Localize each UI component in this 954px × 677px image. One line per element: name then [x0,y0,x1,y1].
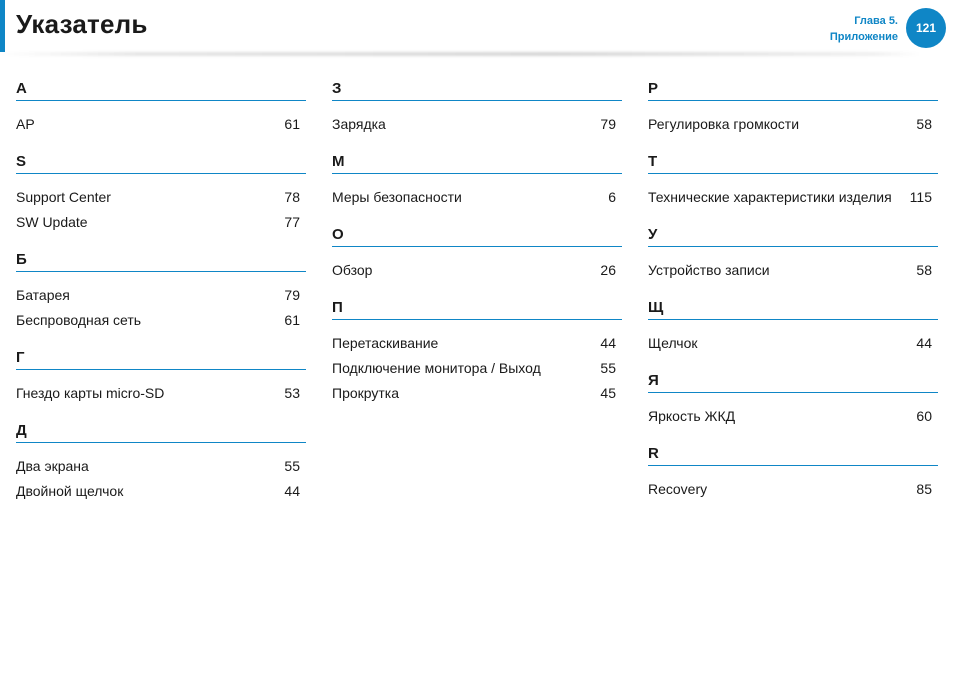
index-entry-page: 60 [916,408,932,424]
index-entry-page: 61 [284,312,300,328]
header-divider [0,52,920,56]
index-entry-term: Щелчок [648,335,698,351]
index-entry-term: Батарея [16,287,70,303]
index-entry-term: Регулировка громкости [648,116,800,132]
index-entry-list [16,174,306,245]
index-letter-heading: О [332,220,622,247]
index-entry-term: Технические характеристики изделия [648,189,892,205]
index-entry-page: 6 [608,189,616,205]
index-entry [648,112,938,137]
index-entry-term: Два экрана [16,458,89,474]
index-entry [16,308,306,333]
chapter-info [830,13,898,45]
index-entry-list [648,101,938,147]
index-entry-term: Беспроводная сеть [16,312,142,328]
index-entry-term: Меры безопасности [332,189,462,205]
index-entry-list [648,393,938,439]
index-entry-list [332,174,622,220]
index-entry-term: SW Update [16,214,88,230]
index-entry-page: 85 [916,481,932,497]
index-entry-term: Яркость ЖКД [648,408,736,424]
index-entry [648,404,938,429]
chapter-label: Глава 5. [854,15,898,27]
index-entry-list [648,247,938,293]
index-letter-heading: Я [648,366,938,393]
index-entry [648,331,938,356]
index-entry-list [332,247,622,293]
index-entry [332,356,622,381]
index-entry-term: Устройство записи [648,262,770,278]
index-entry-list [16,101,306,147]
index-entry-term: Support Center [16,189,111,205]
index-entry [332,258,622,283]
index-entry-term: Прокрутка [332,385,400,401]
index-entry-term: Гнездо карты micro-SD [16,385,165,401]
index-entry-page: 55 [600,360,616,376]
index-entry-page: 77 [284,214,300,230]
index-entry-page: 44 [916,335,932,351]
index-entry [648,258,938,283]
index-entry [648,477,938,502]
index-entry [16,185,306,210]
index-entry-term: Подключение монитора / Выход [332,360,541,376]
index-column-3 [648,74,938,512]
index-letter-heading: З [332,74,622,101]
index-entry [648,185,938,210]
index-entry [332,185,622,210]
index-entry-list [16,370,306,416]
index-entry [332,381,622,406]
index-entry-list [332,320,622,416]
index-entry-list [16,443,306,514]
index-entry-term: AP [16,116,35,132]
index-entry [16,210,306,235]
index-letter-heading: У [648,220,938,247]
index-entry [16,381,306,406]
index-entry-page: 79 [600,116,616,132]
index-entry-page: 55 [284,458,300,474]
page-title: Указатель [16,9,148,39]
index-entry-list [648,174,938,220]
index-entry [16,454,306,479]
index-letter-heading: П [332,293,622,320]
index-entry-page: 115 [909,189,932,205]
index-entry-page: 44 [284,483,300,499]
index-entry-term: Зарядка [332,116,386,132]
index-letter-heading: Т [648,147,938,174]
section-label: Приложение [829,31,898,43]
index-entry-page: 78 [284,189,300,205]
index-entry-page: 79 [284,287,300,303]
index-letter-heading: Г [16,343,306,370]
index-letter-heading: Д [16,416,306,443]
index-entry-page: 58 [916,262,932,278]
index-entry-list [16,272,306,343]
index-letter-heading: R [648,439,938,466]
index-letter-heading: М [332,147,622,174]
index-entry-list [332,101,622,147]
index-entry-list [648,320,938,366]
index-letter-heading: Щ [648,293,938,320]
index-entry [332,112,622,137]
index-entry-term: Перетаскивание [332,335,439,351]
index-entry-list [648,466,938,512]
title-accent-bar [0,0,5,52]
index-letter-heading: Р [648,74,938,101]
index-column-1 [16,74,306,514]
index-entry-page: 45 [600,385,616,401]
index-entry-page: 61 [284,116,300,132]
index-column-2 [332,74,622,416]
index-entry-term: Обзор [332,262,373,278]
index-entry-page: 53 [284,385,300,401]
index-letter-heading: Б [16,245,306,272]
index-letter-heading: A [16,74,306,101]
index-entry [332,331,622,356]
index-entry [16,479,306,504]
index-entry-page: 58 [916,116,932,132]
index-entry [16,112,306,137]
index-letter-heading: S [16,147,306,174]
index-entry-page: 26 [600,262,616,278]
index-entry [16,283,306,308]
index-entry-term: Recovery [648,481,708,497]
index-entry-term: Двойной щелчок [16,483,124,499]
index-entry-page: 44 [600,335,616,351]
page-number-badge: 121 [906,8,946,48]
